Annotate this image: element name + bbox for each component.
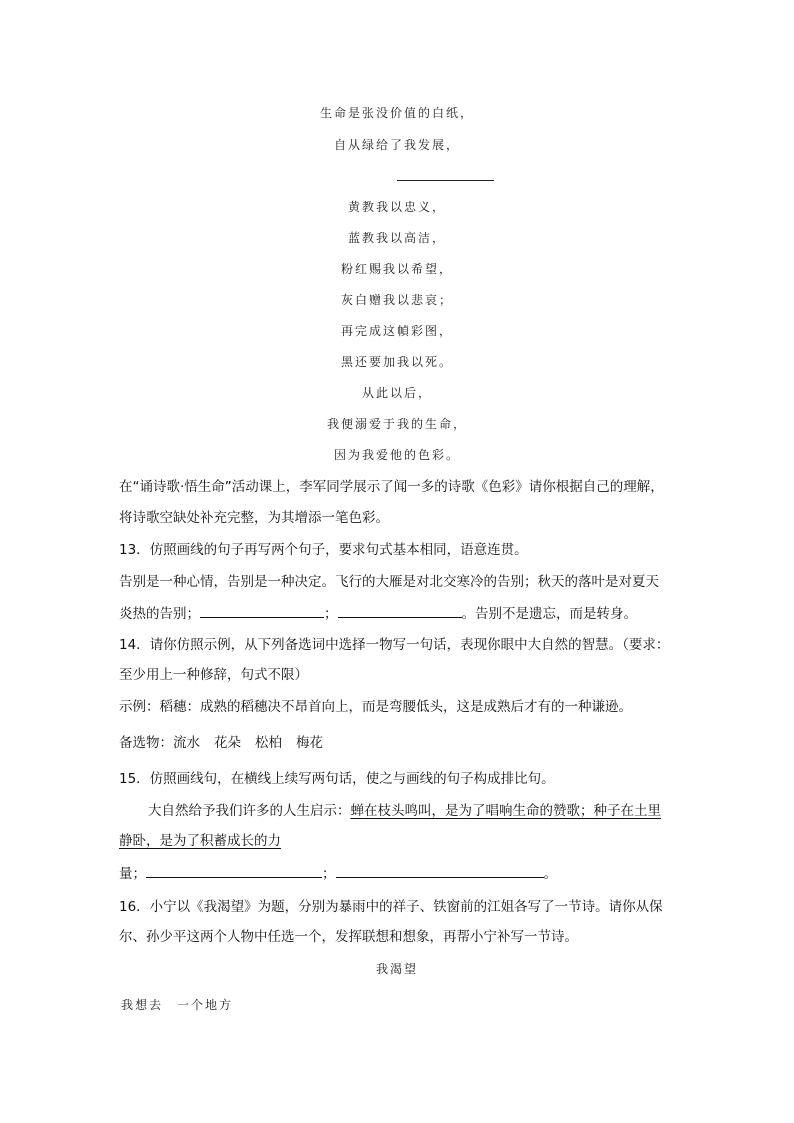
q14-option-water: 流水 (173, 735, 200, 751)
q16-first-line-a: 我想去 (121, 998, 164, 1012)
q16-first-line-b: 一个地方 (177, 998, 234, 1012)
q13-line-2 (119, 604, 637, 623)
q13-line-2-end: 。告别不是遗忘，而是转身。 (461, 606, 637, 622)
q13-answer-blank-1[interactable] (200, 604, 324, 618)
q15-lead: 大自然给予我们许多的人生启示： (148, 803, 351, 819)
poem-line-7: 再完成这幀彩图， (340, 324, 453, 338)
q16-poem-first-line (121, 996, 233, 1013)
q16-poem-title: 我渴望 (375, 962, 418, 976)
q14-option-pine: 松柏 (255, 735, 282, 751)
q16-prompt-line-1: 16．小宁以《我渴望》为题，分别为暴雨中的祥子、铁窗前的江姐各写了一节诗。请你从保 (119, 899, 663, 915)
q14-prompt-line-1: 14．请你仿照示例，从下列备选词中选择一物写一句话，表现你眼中大自然的智慧。（要求： (119, 637, 670, 653)
poem-line-5: 粉红赐我以希望， (340, 262, 453, 276)
q15-answer-blank-1[interactable] (146, 864, 322, 878)
poem-line-8: 黑还要加我以死。 (340, 355, 453, 369)
poem-line-10: 我便溺爱于我的生命， (326, 417, 467, 431)
q16-prompt-line-2: 尔、孙少平这两个人物中任选一个，发挥联想和想象，再帮小宁补写一节诗。 (119, 929, 578, 945)
intro-line-2: 将诗歌空缺处补充完整，为其增添一笔色彩。 (119, 510, 389, 526)
q14-options-label: 备选物： (119, 735, 173, 751)
poem-line-4: 蓝教我以高洁， (347, 231, 446, 245)
q15-underlined-sentence-1: 蝉在枝头鸣叫，是为了唱响生命的赞歌；种子在土里 (350, 803, 661, 819)
q15-line-3-start: 量； (119, 866, 146, 882)
q14-example: 示例：稻穗：成熟的稻穗决不昂首向上，而是弯腰低头，这是成熟后才有的一种谦逊。 (119, 699, 632, 715)
intro-line-1: 在“诵诗歌·悟生命”活动课上，李军同学展示了闻一多的诗歌《色彩》请你根据自己的理解， (119, 479, 664, 495)
q15-line-3 (119, 864, 557, 883)
poem-line-3: 黄教我以忠义， (347, 200, 446, 214)
poem-line-6: 灰白赠我以悲哀； (340, 293, 453, 307)
q14-prompt-line-2: 至少用上一种修辞，句式不限） (119, 667, 308, 683)
q14-option-plum: 梅花 (296, 735, 323, 751)
q15-separator: ； (322, 866, 336, 882)
poem-line-1: 生命是张没价值的白纸， (319, 106, 474, 120)
poem-blank-line[interactable] (397, 180, 494, 181)
q13-answer-blank-2[interactable] (338, 604, 462, 618)
q13-line-1: 告别是一种心情，告别是一种决定。飞行的大雁是对北交寒冷的告别；秋天的落叶是对夏天 (119, 574, 659, 590)
q15-answer-blank-2[interactable] (336, 864, 544, 878)
poem-line-11: 因为我爱他的色彩。 (333, 448, 460, 462)
q15-line-1 (148, 802, 661, 820)
q13-separator: ； (324, 606, 338, 622)
q15-line-2 (119, 832, 281, 850)
q15-underlined-sentence-2: 静卧，是为了积蓄成长的力 (119, 833, 281, 849)
q13-line-2-start: 炎热的告别； (119, 606, 200, 622)
q14-options (119, 734, 323, 752)
q13-prompt: 13．仿照画线的句子再写两个句子，要求句式基本相同，语意连贯。 (119, 542, 528, 558)
poem-line-2: 自从绿给了我发展， (333, 138, 460, 152)
q15-prompt: 15．仿照画线句，在横线上续写两句话，使之与画线的句子构成排比句。 (119, 771, 555, 787)
q14-option-flower: 花朵 (214, 735, 241, 751)
poem-line-9: 从此以后， (361, 386, 432, 400)
q15-end: 。 (543, 866, 557, 882)
